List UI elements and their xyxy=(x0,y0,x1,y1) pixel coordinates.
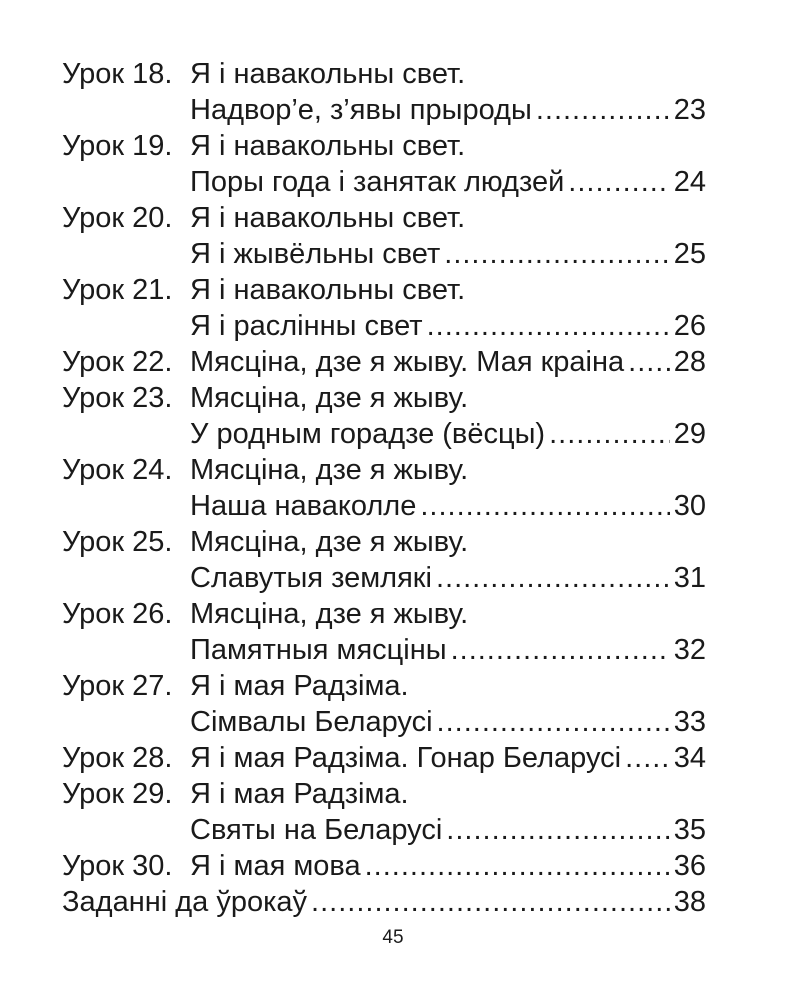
lesson-title: Наша наваколле xyxy=(190,490,417,522)
toc-entry-body xyxy=(190,668,706,740)
lesson-topic-text: Мясціна, дзе я жыву. xyxy=(190,454,469,486)
toc-page-number: 30 xyxy=(673,490,706,522)
toc-page-number: 25 xyxy=(673,238,706,270)
lesson-title-line xyxy=(190,812,706,848)
toc-entry-body xyxy=(190,848,706,884)
toc-entry-body xyxy=(190,524,706,596)
toc-entry-body xyxy=(190,128,706,200)
lesson-title-line xyxy=(190,704,706,740)
lesson-title: Я і раслінны свет xyxy=(190,310,423,342)
lesson-topic-text: Я і мая Радзіма. xyxy=(190,778,409,810)
lesson-label: Урок 29. xyxy=(62,778,173,810)
dot-leader xyxy=(437,704,670,740)
lesson-title-line xyxy=(190,308,706,344)
dot-leader xyxy=(628,344,670,380)
table-of-contents xyxy=(62,56,706,920)
toc-entry-body xyxy=(62,884,706,920)
dot-leader xyxy=(365,848,670,884)
toc-entry xyxy=(62,344,706,380)
lesson-title: Памятныя мясціны xyxy=(190,634,447,666)
lesson-topic xyxy=(190,452,706,488)
dot-leader xyxy=(536,92,670,128)
lesson-title: Надвор’е, з’явы прыроды xyxy=(190,94,532,126)
lesson-label: Урок 22. xyxy=(62,346,173,378)
toc-page-number: 34 xyxy=(673,742,706,774)
lesson-label: Урок 23. xyxy=(62,382,173,414)
toc-page-number: 36 xyxy=(673,850,706,882)
lesson-topic-text: Мясціна, дзе я жыву. xyxy=(190,526,469,558)
toc-entry-body xyxy=(190,380,706,452)
lesson-title: Я і мая Радзіма. Гонар Беларусі xyxy=(190,742,622,774)
toc-entry-body xyxy=(190,776,706,848)
toc-page-number: 26 xyxy=(673,310,706,342)
toc-entry xyxy=(62,596,706,668)
lesson-title-line xyxy=(190,236,706,272)
lesson-title: Сімвалы Беларусі xyxy=(190,706,433,738)
lesson-title: Святы на Беларусі xyxy=(190,814,443,846)
lesson-topic xyxy=(190,128,706,164)
lesson-label: Урок 28. xyxy=(62,742,173,774)
lesson-label: Урок 26. xyxy=(62,598,173,630)
dot-leader xyxy=(311,884,670,920)
toc-entry xyxy=(62,380,706,452)
dot-leader xyxy=(420,488,669,524)
lesson-topic-text: Я і навакольны свет. xyxy=(190,130,466,162)
toc-entry xyxy=(62,56,706,128)
lesson-topic xyxy=(190,776,706,812)
lesson-label: Урок 20. xyxy=(62,202,173,234)
lesson-title-line xyxy=(190,488,706,524)
lesson-title: Мясціна, дзе я жыву. Мая краіна xyxy=(190,346,625,378)
lesson-title: У родным горадзе (вёсцы) xyxy=(190,418,546,450)
lesson-topic-text: Я і навакольны свет. xyxy=(190,274,466,306)
toc-entry-body xyxy=(190,740,706,776)
lesson-topic xyxy=(190,200,706,236)
dot-leader xyxy=(549,416,670,452)
toc-entry xyxy=(62,848,706,884)
toc-entry xyxy=(62,452,706,524)
toc-page-number: 33 xyxy=(673,706,706,738)
toc-page-number: 23 xyxy=(673,94,706,126)
lesson-label: Урок 21. xyxy=(62,274,173,306)
toc-entry xyxy=(62,668,706,740)
lesson-title: Я і жывёльны свет xyxy=(190,238,441,270)
toc-page-number: 32 xyxy=(673,634,706,666)
lesson-label: Урок 30. xyxy=(62,850,173,882)
lesson-topic-text: Я і навакольны свет. xyxy=(190,202,466,234)
toc-entry xyxy=(62,740,706,776)
lesson-title-line xyxy=(190,848,706,884)
lesson-title-line xyxy=(190,416,706,452)
lesson-topic-text: Мясціна, дзе я жыву. xyxy=(190,382,469,414)
toc-entry xyxy=(62,272,706,344)
lesson-label: Урок 18. xyxy=(62,58,173,90)
lesson-title-line xyxy=(190,164,706,200)
lesson-topic-text: Я і навакольны свет. xyxy=(190,58,466,90)
lesson-title-line xyxy=(190,740,706,776)
toc-entry xyxy=(62,524,706,596)
lesson-title-line xyxy=(190,344,706,380)
lesson-title-line xyxy=(190,92,706,128)
toc-entry-body xyxy=(190,452,706,524)
page-number: 45 xyxy=(382,927,404,948)
lesson-title: Поры года і занятак людзей xyxy=(190,166,565,198)
dot-leader xyxy=(427,308,670,344)
toc-entry-body xyxy=(190,344,706,380)
toc-entry xyxy=(62,128,706,200)
toc-page-number: 24 xyxy=(673,166,706,198)
lesson-title: Славутыя землякі xyxy=(190,562,432,594)
dot-leader xyxy=(451,632,670,668)
toc-entry xyxy=(62,200,706,272)
toc-entry-body xyxy=(190,200,706,272)
lesson-topic-text: Мясціна, дзе я жыву. xyxy=(190,598,469,630)
lesson-title: Заданні да ўрокаў xyxy=(62,886,308,918)
toc-page-number: 38 xyxy=(673,886,706,918)
lesson-topic-text: Я і мая Радзіма. xyxy=(190,670,409,702)
dot-leader xyxy=(444,236,669,272)
toc-entry xyxy=(62,776,706,848)
lesson-topic xyxy=(190,380,706,416)
lesson-label: Урок 25. xyxy=(62,526,173,558)
dot-leader xyxy=(625,740,670,776)
dot-leader xyxy=(436,560,670,596)
lesson-title-line xyxy=(190,560,706,596)
toc-entry xyxy=(62,884,706,920)
toc-page-number: 35 xyxy=(673,814,706,846)
lesson-title-line xyxy=(190,632,706,668)
toc-page-number: 31 xyxy=(673,562,706,594)
lesson-label: Урок 27. xyxy=(62,670,173,702)
toc-entry-body xyxy=(190,56,706,128)
dot-leader xyxy=(446,812,669,848)
lesson-topic xyxy=(190,596,706,632)
lesson-label: Урок 24. xyxy=(62,454,173,486)
lesson-topic xyxy=(190,668,706,704)
lesson-title-line xyxy=(62,884,706,920)
toc-page-number: 29 xyxy=(673,418,706,450)
lesson-title: Я і мая мова xyxy=(190,850,361,882)
lesson-label: Урок 19. xyxy=(62,130,173,162)
lesson-topic xyxy=(190,56,706,92)
lesson-topic xyxy=(190,272,706,308)
toc-entry-body xyxy=(190,272,706,344)
dot-leader xyxy=(568,164,669,200)
toc-entry-body xyxy=(190,596,706,668)
lesson-topic xyxy=(190,524,706,560)
toc-page-number: 28 xyxy=(673,346,706,378)
